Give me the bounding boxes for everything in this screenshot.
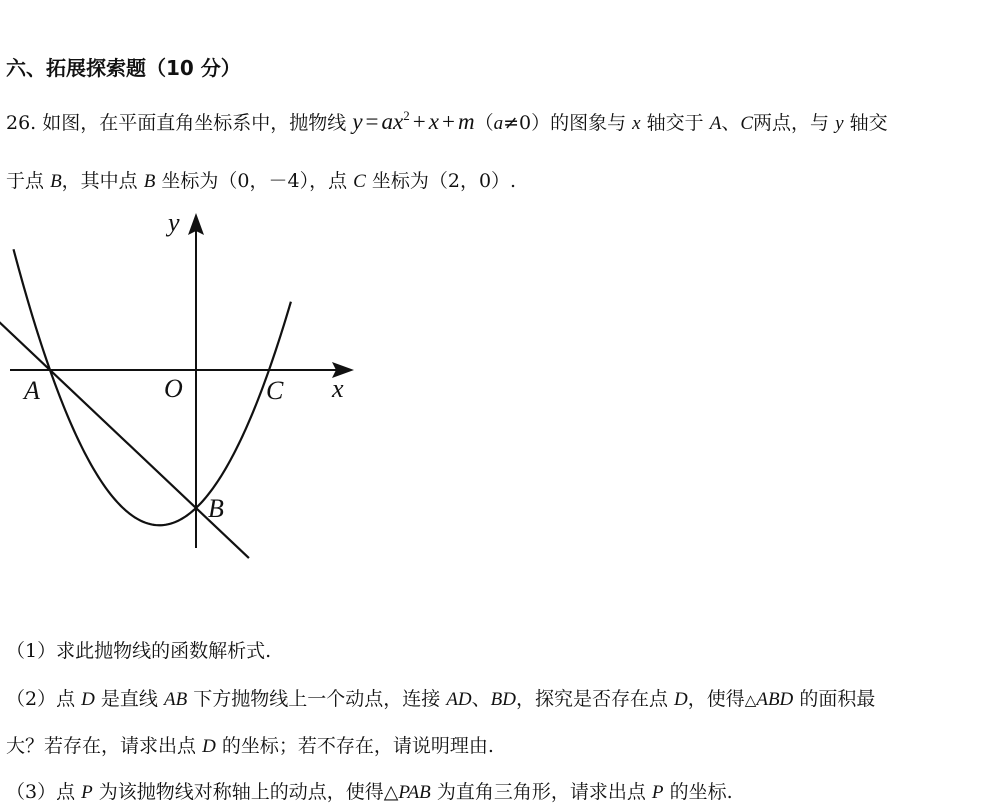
q2-text-g: 的面积最 [799,688,876,710]
problem-number: 26. [6,112,37,134]
point-B-ref-2: B [143,171,156,192]
line2-text-c: 坐标为（0，－4），点 [161,170,348,192]
q2-segment-AD: AD [446,689,472,710]
origin-label: O [164,374,183,403]
point-C-ref-2: C [353,171,366,192]
question-1: （1）求此抛物线的函数解析式. [6,640,272,662]
section-heading: 六、拓展探索题（10 分） [6,56,241,80]
point-B-label: B [208,494,224,523]
q3-text-d: 的坐标. [669,781,733,803]
parabola-curve [14,249,291,525]
q2-triangle-ABD: ABD [756,689,794,710]
question-2-line-1 [6,684,875,711]
condition-a: a [493,113,504,134]
intro-text-b: 的图象与 [550,112,627,134]
intro-text-d: 两点，与 [753,112,830,134]
condition-open: （ [474,112,494,134]
y-axis-label: y [168,208,180,237]
line2-text-b: ，其中点 [61,170,138,192]
q2-line2-point-D: D [202,736,216,757]
triangle-symbol: △ [744,691,757,709]
q3-triangle-PAB: PAB [398,782,431,803]
problem-statement-line-1 [6,108,888,135]
q2-text-d: 、 [471,688,491,710]
var-x: x [632,113,641,134]
q2-line2-text-b: 的坐标；若不存在，请说明理由. [221,735,494,757]
condition-rest: ≠0） [503,112,551,134]
q3-text-c: 为直角三角形，请求出点 [436,781,646,803]
line2-text-a: 于点 [6,170,45,192]
q2-text-a: （2）点 [6,688,76,710]
intro-text-a: 如图，在平面直角坐标系中，抛物线 [42,112,347,134]
q2-text-e: ，探究是否存在点 [515,688,668,710]
coordinate-figure [0,205,370,570]
q3-text-a: （3）点 [6,781,76,803]
point-A-label: A [24,376,40,405]
question-2-line-2 [6,731,494,758]
q3-point-P: P [81,782,93,803]
parabola-equation: $y = ax^2 + x + m$ [352,108,475,134]
question-3 [6,777,733,804]
q2-line2-text-a: 大？若存在，请求出点 [6,735,197,757]
var-y: y [835,113,844,134]
point-B-ref: B [50,171,62,192]
q2-line-AB: AB [163,689,188,710]
q2-text-c: 下方抛物线上一个动点，连接 [193,688,441,710]
q2-point-D: D [81,689,95,710]
q2-text-f: ，使得 [687,688,745,710]
point-A-ref: A [709,113,722,134]
point-C-ref: C [740,113,754,134]
intro-text-c: 轴交于 [646,112,704,134]
point-C-label: C [266,376,284,405]
separator: 、 [721,112,741,134]
q3-point-P-2: P [651,782,664,803]
intro-text-e: 轴交 [849,112,888,134]
q3-text-b: 为该抛物线对称轴上的动点，使得△ [98,781,399,803]
q2-point-D-2: D [674,689,688,710]
problem-statement-line-2 [6,166,516,193]
q2-text-b: 是直线 [100,688,158,710]
x-axis-label: x [332,374,344,403]
q2-segment-BD: BD [490,689,516,710]
line2-text-d: 坐标为（2，0）. [371,170,517,192]
